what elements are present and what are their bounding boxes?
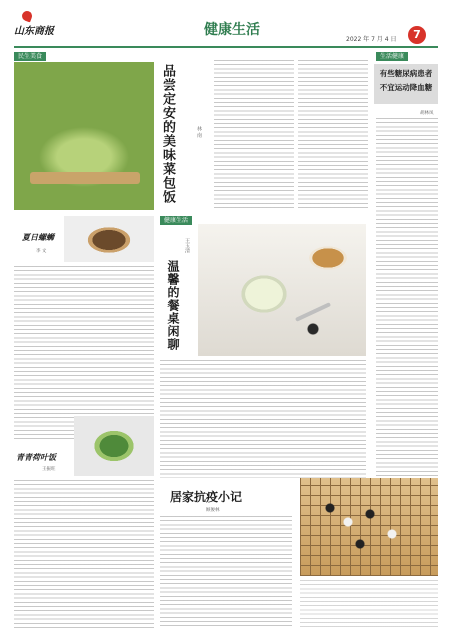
logo-emblem-icon [21,10,34,23]
feature-article-body [160,360,366,478]
right-section-tag: 生活健康 [376,52,408,61]
tea-article-title: 青青荷叶饭 [16,452,56,462]
bottom-article-author: 顾俊林 [206,508,220,513]
summer-article-author: 李 文 [36,249,47,254]
bottom-article-title: 居家抗疫小记 [170,490,243,504]
logo-text: 山东商报 [14,26,54,37]
feature-article-title: 温馨的餐桌闲聊 [166,260,180,351]
tea-article-body [14,480,154,628]
right-headline-line-1: 有些糖尿病患者 [379,69,433,78]
section-title: 健康生活 [204,22,260,38]
summer-photo-snail-dish [64,216,154,262]
lead-article-body [214,60,294,208]
feature-article-author: 王玉清 [184,238,190,253]
bottom-article-body [160,516,292,628]
lead-article-title: 品尝定安的美味菜包饭 [160,64,175,204]
tea-photo-lotus-rice [74,416,154,476]
right-headline-line-2: 不宜运动降血糖 [379,83,433,92]
feature-photo-soup-bowl [198,224,366,356]
right-headline-box [374,64,438,104]
feature-section-tag: 健康生活 [160,216,192,225]
lead-photo-salad-plate [14,62,154,210]
lead-article-body-col2 [298,60,368,208]
right-article-author: 胡林凤 [420,111,434,116]
newspaper-logo [14,20,74,38]
bottom-photo-go-board [300,478,438,576]
masthead-rule [14,46,438,48]
page-number: 7 [413,28,421,41]
masthead [0,0,450,50]
bottom-article-body-col2 [300,580,438,628]
tea-article-author: 王振旺 [42,467,56,472]
summer-article-title: 夏日螺蛳 [22,232,54,242]
issue-date: 2022 年 7 月 4 日 [346,36,397,43]
left-section-tag: 民生美食 [14,52,46,61]
page-number-badge [408,26,426,44]
lead-article-byline: 林 南 [196,126,202,138]
